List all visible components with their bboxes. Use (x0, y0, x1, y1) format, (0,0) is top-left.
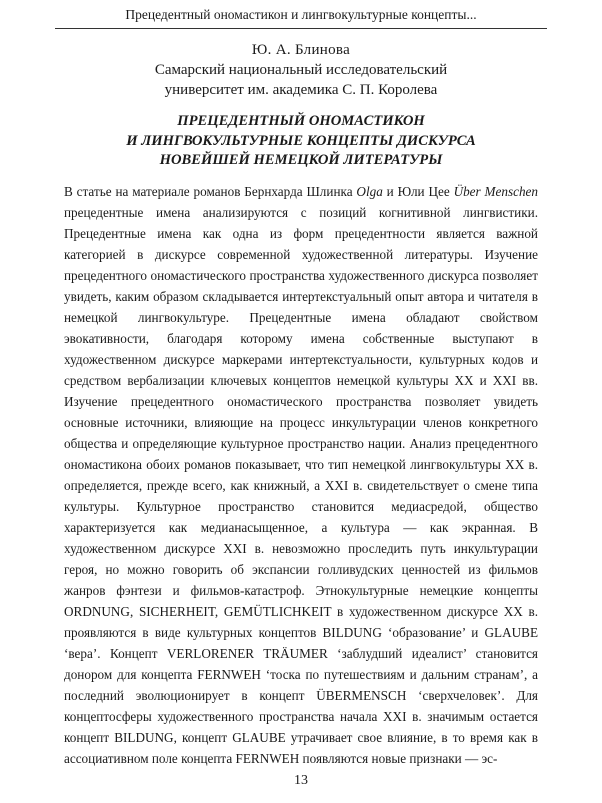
abstract-paragraph (64, 181, 538, 769)
abstract-text: и Юли Цее (382, 184, 454, 199)
affiliation (0, 60, 602, 100)
novel-title: Olga (356, 184, 383, 199)
running-head: Прецедентный ономастикон и лингвокультурные концепты... (55, 6, 547, 29)
abstract-body (64, 181, 538, 769)
novel-title: Über Menschen (453, 184, 538, 199)
article-title (0, 112, 602, 171)
title-line: НОВЕЙШЕЙ НЕМЕЦКОЙ ЛИТЕРАТУРЫ (159, 152, 443, 168)
title-line: И ЛИНГВОКУЛЬТУРНЫЕ КОНЦЕПТЫ ДИСКУРСА (126, 132, 476, 149)
abstract-text: прецедентные имена анализируются с позиций когнитивной лингвистики. Прецедентные имена как одна из форм прецедентности является важной категорией в дискурсе современной художественной литературы. Изучение прецедентного ономастического пространства художественного дискурса позволяет увидеть, каким образом складывается интертекстуальный опыт автора и читателя в немецкой лингвокультуре. Прецедентные имена обладают свойством эвокативности, благодаря которому имена собственные выступают в художественном дискурсе маркерами интертекстуальности, культурных кодов и средством вербализации ключевых концептов немецкой культуры XX и XXI вв. Изучение прецедентного ономастического пространства позволяет увидеть основные источники, влияющие на процесс инкультурации членов конкретного общества и определяющие культурное пространство нации. Анализ прецедентного ономастикона обоих романов показывает, что тип немецкой лингвокультуры XX в. определяется, прежде всего, как книжный, а XXI в. свидетельствует о смене типа культуры. Культурное пространство становится медиасредой, общество характеризуется как медианасыщенное, а культура — как экранная. В художественном дискурсе XXI в. невозможно проследить путь инкультурации героя, но можно говорить об экспансии голливудских ценностей из фильмов жанров фэнтези и фильмов-катастроф. Этнокультурные немецкие концепты ORDNUNG, SICHERHEIT, GEMÜTLICHKEIT в художественном дискурсе XX в. проявляются в виде культурных концептов BILDUNG ‘образование’ и GLAUBE ‘вера’. Концепт VERLORENER TRÄUMER ‘заблудший идеалист’ становится донором для концепта FERNWEH ‘тоска по путешествиям и дальним странам’, а последний эволюционирует в концепт ÜBERMENSCH ‘сверхчеловек’. Для концептосферы художественного пространства начала XXI в. значимым остается концепт BILDUNG, концепт GLAUBE утрачивает свое влияние, в то время как в ассоциативном поле концепта FERNWEH появляются новые признаки — эс- (64, 205, 538, 766)
author-name: Ю. А. Блинова (251, 42, 351, 58)
affiliation-line: университет им. академика С. П. Королева (164, 82, 438, 98)
affiliation-line: Самарский национальный исследовательский (154, 62, 448, 78)
title-line: ПРЕЦЕДЕНТНЫЙ ОНОМАСТИКОН (177, 113, 425, 129)
abstract-text: В статье на материале романов Бернхарда Шлинка (64, 184, 357, 199)
page-number: 13 (294, 773, 308, 788)
